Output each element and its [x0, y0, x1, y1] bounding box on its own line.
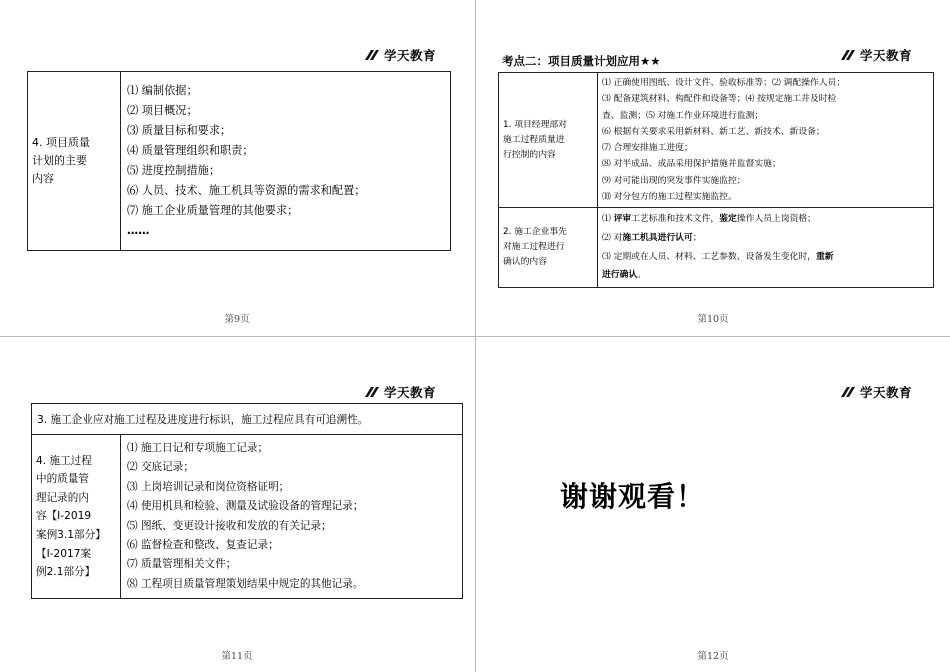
row-heading: [28, 72, 121, 251]
thank-you-message: 谢谢观看！: [560, 480, 706, 513]
list-item: ⑴ 正确使用图纸、设计文件、验收标准等；⑵ 调配操作人员；: [602, 78, 846, 88]
bold-keyword: 进行确认: [602, 270, 638, 281]
list-item: ⑺ 质量管理相关文件；: [127, 558, 237, 571]
row-heading-line: 4. 施工过程: [36, 454, 92, 467]
row-heading-line: 计划的主要: [32, 154, 87, 167]
list-item: ⑷ 使用机具和检验、测量及试验设备的管理记录；: [127, 500, 364, 513]
row-heading: [499, 73, 598, 208]
list-item: [602, 266, 929, 285]
bold-keyword: 重新: [815, 251, 834, 262]
list-item: ⑹ 根据有关要求采用新材料、新工艺、新技术、新设备；: [602, 126, 825, 137]
slide-page-9: [0, 0, 474, 335]
row-heading-line: 内容: [32, 172, 54, 185]
list-item: ⑵ 交底记录；: [127, 461, 194, 474]
row-heading-line: 例2.1部分】: [36, 566, 96, 579]
list-item: ⑺ 合理安排施工进度；: [602, 143, 693, 154]
slide-page-11: [0, 337, 474, 672]
page-number: 第10页: [697, 314, 729, 325]
list-item-ellipsis: ……: [127, 224, 150, 237]
brand-mark-icon: [840, 386, 856, 398]
list-item: ⑻ 工程项目质量管理策划结果中规定的其他记录。: [127, 577, 364, 590]
row-heading-line: 案例3.1部分】: [36, 528, 106, 541]
page-number: 第12页: [697, 651, 729, 662]
bold-keyword: 施工机具进行认可: [622, 233, 693, 244]
list-item: ⑶ 配备建筑材料、构配件和设备等；⑷ 按规定施工并及时检: [602, 94, 837, 105]
list-item: 查、监测；⑸ 对施工作业环境进行监测；: [602, 110, 764, 121]
brand-logo: [364, 46, 436, 64]
row-heading-line: 2. 施工企业事先: [503, 227, 567, 238]
row-heading-line: 确认的内容: [503, 257, 547, 268]
row-content: [121, 72, 451, 251]
list-item: ⑸ 图纸、变更设计接收和发放的有关记录；: [127, 519, 332, 532]
row-heading-line: 理记录的内: [36, 491, 89, 504]
brand-name: 学天教育: [383, 385, 436, 400]
brand-logo: [840, 46, 912, 64]
row-heading-line: 4. 项目质量: [32, 136, 90, 149]
row-heading-line: 【Ⅰ-2017案: [36, 547, 92, 560]
brand-mark-icon: [364, 49, 380, 61]
list-item: ⑽ 对分包方的施工过程实施监控。: [602, 192, 737, 203]
row-heading: [32, 435, 121, 599]
list-item: ⑻ 对半成品、成品采用保护措施并监督实施；: [602, 159, 781, 170]
row-content: [598, 208, 934, 288]
list-item: ⑴ 施工日记和专项施工记录；: [127, 442, 269, 454]
slide-page-12: [476, 337, 950, 672]
bold-keyword: 鉴定: [719, 214, 737, 225]
page-number: 第9页: [224, 314, 250, 325]
row-heading-line: 行控制的内容: [503, 149, 556, 160]
list-item: ⑼ 对可能出现的突发事件实施监控；: [602, 175, 746, 186]
text-fragment: 操作人员上岗资格；: [736, 214, 816, 225]
bold-keyword: 评审: [613, 214, 632, 225]
row-content: [121, 435, 463, 599]
brand-mark-icon: [840, 49, 856, 61]
row-content: [598, 73, 934, 208]
list-item: ⑶ 上岗培训记录和岗位资格证明；: [127, 480, 290, 493]
row-heading-line: 容【Ⅰ-2019: [36, 510, 92, 523]
list-item: ⑹ 监督检查和整改、复查记录；: [127, 539, 279, 552]
text-fragment: 工艺标准和技术文件，: [631, 214, 720, 225]
text-fragment: 。: [637, 270, 647, 281]
text-fragment: ⑵ 对: [602, 233, 623, 244]
brand-logo: [364, 383, 436, 401]
row-heading-line: 中的质量管: [36, 473, 89, 486]
text-fragment: ；: [692, 233, 702, 244]
list-item: ⑶ 质量目标和要求；: [127, 124, 232, 137]
row-heading-line: 施工过程质量进: [503, 134, 565, 145]
list-item: ⑴ 编制依据；: [127, 84, 198, 97]
list-item: ⑷ 质量管理组织和职责；: [127, 144, 254, 157]
section-title: 考点二：项目质量计划应用★★: [502, 54, 661, 68]
list-item: ⑸ 进度控制措施；: [127, 164, 221, 177]
list-item: ⑵ 项目概况；: [127, 104, 198, 117]
row-heading-line: 1. 项目经理部对: [503, 119, 567, 130]
brand-name: 学天教育: [859, 48, 912, 63]
brand-name: 学天教育: [859, 385, 912, 400]
list-item: [602, 229, 929, 248]
process-records-table: [31, 403, 463, 599]
list-item: ⑹ 人员、技术、施工机具等资源的需求和配置；: [127, 184, 366, 197]
row-statement: 3. 施工企业应对施工过程及进度进行标识，施工过程应具有可追溯性。: [32, 404, 463, 435]
list-item: [602, 210, 929, 229]
brand-logo: [840, 383, 912, 401]
quality-plan-application-table: [498, 72, 934, 288]
brand-mark-icon: [364, 386, 380, 398]
text-fragment: ⑶ 定期或在人员、材料、工艺参数、设备发生变化时，: [602, 251, 816, 262]
slide-page-10: [476, 0, 950, 335]
row-heading: [499, 208, 598, 288]
list-item: ⑺ 施工企业质量管理的其他要求；: [127, 204, 299, 217]
list-item: [602, 248, 929, 267]
row-heading-line: 对施工过程进行: [503, 242, 565, 253]
text-fragment: ⑴: [602, 214, 614, 225]
page-number: 第11页: [221, 651, 253, 662]
brand-name: 学天教育: [383, 48, 436, 63]
quality-plan-table: [27, 71, 451, 251]
